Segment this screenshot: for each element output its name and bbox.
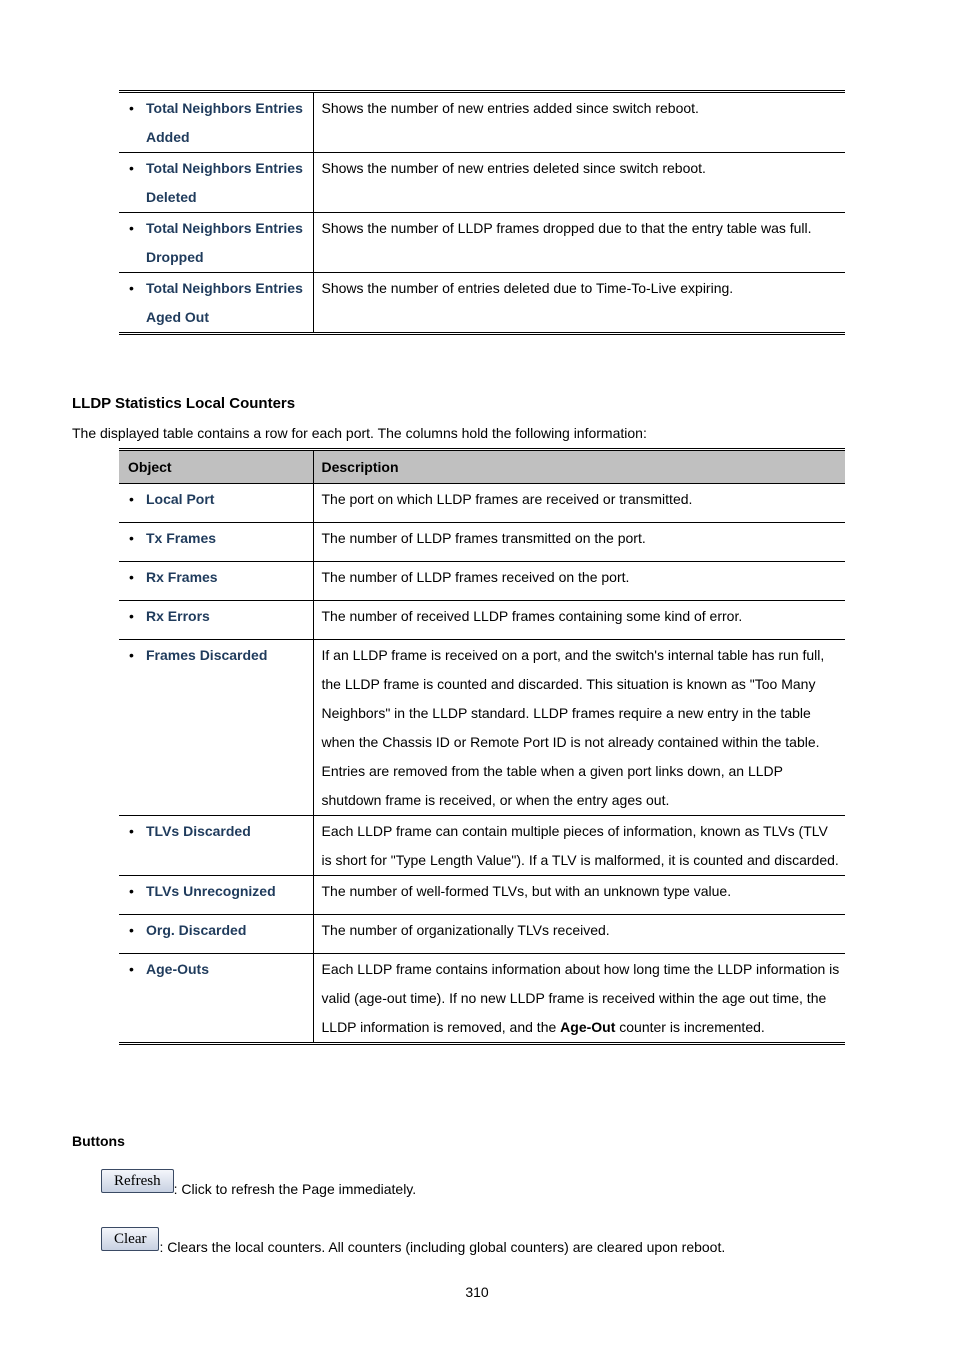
- section-intro: The displayed table contains a row for each port. The columns hold the following information:: [72, 425, 647, 441]
- table-row: [119, 915, 845, 954]
- local-counters-table: [119, 448, 845, 1045]
- object-name: • TLVs Unrecognized: [129, 877, 313, 906]
- object-description: Shows the number of new entries added since switch reboot.: [313, 92, 845, 153]
- table-row: [119, 954, 845, 1044]
- object-name: • Total Neighbors Entries Aged Out: [129, 274, 313, 332]
- table-row: [119, 601, 845, 640]
- table-row: [119, 92, 845, 153]
- object-name: • TLVs Discarded: [129, 817, 313, 846]
- object-name: • Rx Errors: [129, 602, 313, 631]
- object-description: The number of LLDP frames transmitted on the port.: [313, 523, 845, 562]
- object-description: Shows the number of new entries deleted since switch reboot.: [313, 153, 845, 213]
- object-description: Shows the number of LLDP frames dropped due to that the entry table was full.: [313, 213, 845, 273]
- object-description: The port on which LLDP frames are received or transmitted.: [313, 484, 845, 523]
- page-number: 310: [465, 1284, 489, 1300]
- header-description: Description: [313, 450, 845, 484]
- table-row: [119, 153, 845, 213]
- table-row: [119, 640, 845, 816]
- object-description: The number of received LLDP frames containing some kind of error.: [313, 601, 845, 640]
- object-description: If an LLDP frame is received on a port, and the switch's internal table has run full, the LLDP frame is counted and discarded. This situation is known as "Too Many Neighbors" in the LLDP standard. LLDP frames require a new entry in the table when the Chassis ID or Remote Port ID is not already contained within the table. Entries are removed from the table when a given port links down, an LLDP shutdown frame is received, or when the entry ages out.: [313, 640, 845, 816]
- section-title: LLDP Statistics Local Counters: [72, 395, 296, 412]
- object-description: The number of organizationally TLVs received.: [313, 915, 845, 954]
- header-object: Object: [119, 450, 313, 484]
- object-description: Each LLDP frame can contain multiple pieces of information, known as TLVs (TLV is short for "Type Length Value"). If a TLV is malformed, it is counted and discarded.: [313, 816, 845, 876]
- table-row: [119, 484, 845, 523]
- object-description: [313, 954, 845, 1044]
- refresh-button-line: [101, 1169, 416, 1197]
- object-description: The number of well-formed TLVs, but with an unknown type value.: [313, 876, 845, 915]
- table-row: [119, 523, 845, 562]
- description-text: Each LLDP frame contains information about how long time the LLDP information is valid (age-out time). If no new LLDP frame is received within the age out time, the LLDP information is removed, and the: [321, 961, 840, 1035]
- clear-description: : Clears the local counters. All counters (including global counters) are cleared upon reboot.: [159, 1239, 726, 1255]
- table-row: [119, 816, 845, 876]
- table-row: [119, 213, 845, 273]
- object-name: • Org. Discarded: [129, 916, 313, 945]
- refresh-button[interactable]: Refresh: [101, 1169, 174, 1193]
- object-name: • Frames Discarded: [129, 641, 313, 670]
- object-name: • Rx Frames: [129, 563, 313, 592]
- description-emphasis: Age-Out: [560, 1019, 616, 1035]
- table-row: [119, 562, 845, 601]
- clear-button-line: [101, 1227, 725, 1255]
- buttons-heading: Buttons: [72, 1133, 125, 1149]
- refresh-description: : Click to refresh the Page immediately.: [173, 1181, 417, 1197]
- object-description: The number of LLDP frames received on the port.: [313, 562, 845, 601]
- object-description: Shows the number of entries deleted due to Time-To-Live expiring.: [321, 280, 734, 296]
- object-name: • Total Neighbors Entries Deleted: [129, 154, 313, 212]
- table-header-row: [119, 450, 845, 484]
- object-name: • Age-Outs: [129, 955, 313, 984]
- table-row: [119, 876, 845, 915]
- object-name: • Tx Frames: [129, 524, 313, 553]
- object-name: • Local Port: [129, 485, 313, 514]
- table-row: [119, 273, 845, 334]
- global-counters-table: [119, 90, 845, 335]
- object-name: • Total Neighbors Entries Added: [129, 94, 313, 152]
- object-name: • Total Neighbors Entries Dropped: [129, 214, 313, 272]
- clear-button[interactable]: Clear: [101, 1227, 159, 1251]
- description-text: counter is incremented.: [615, 1019, 765, 1035]
